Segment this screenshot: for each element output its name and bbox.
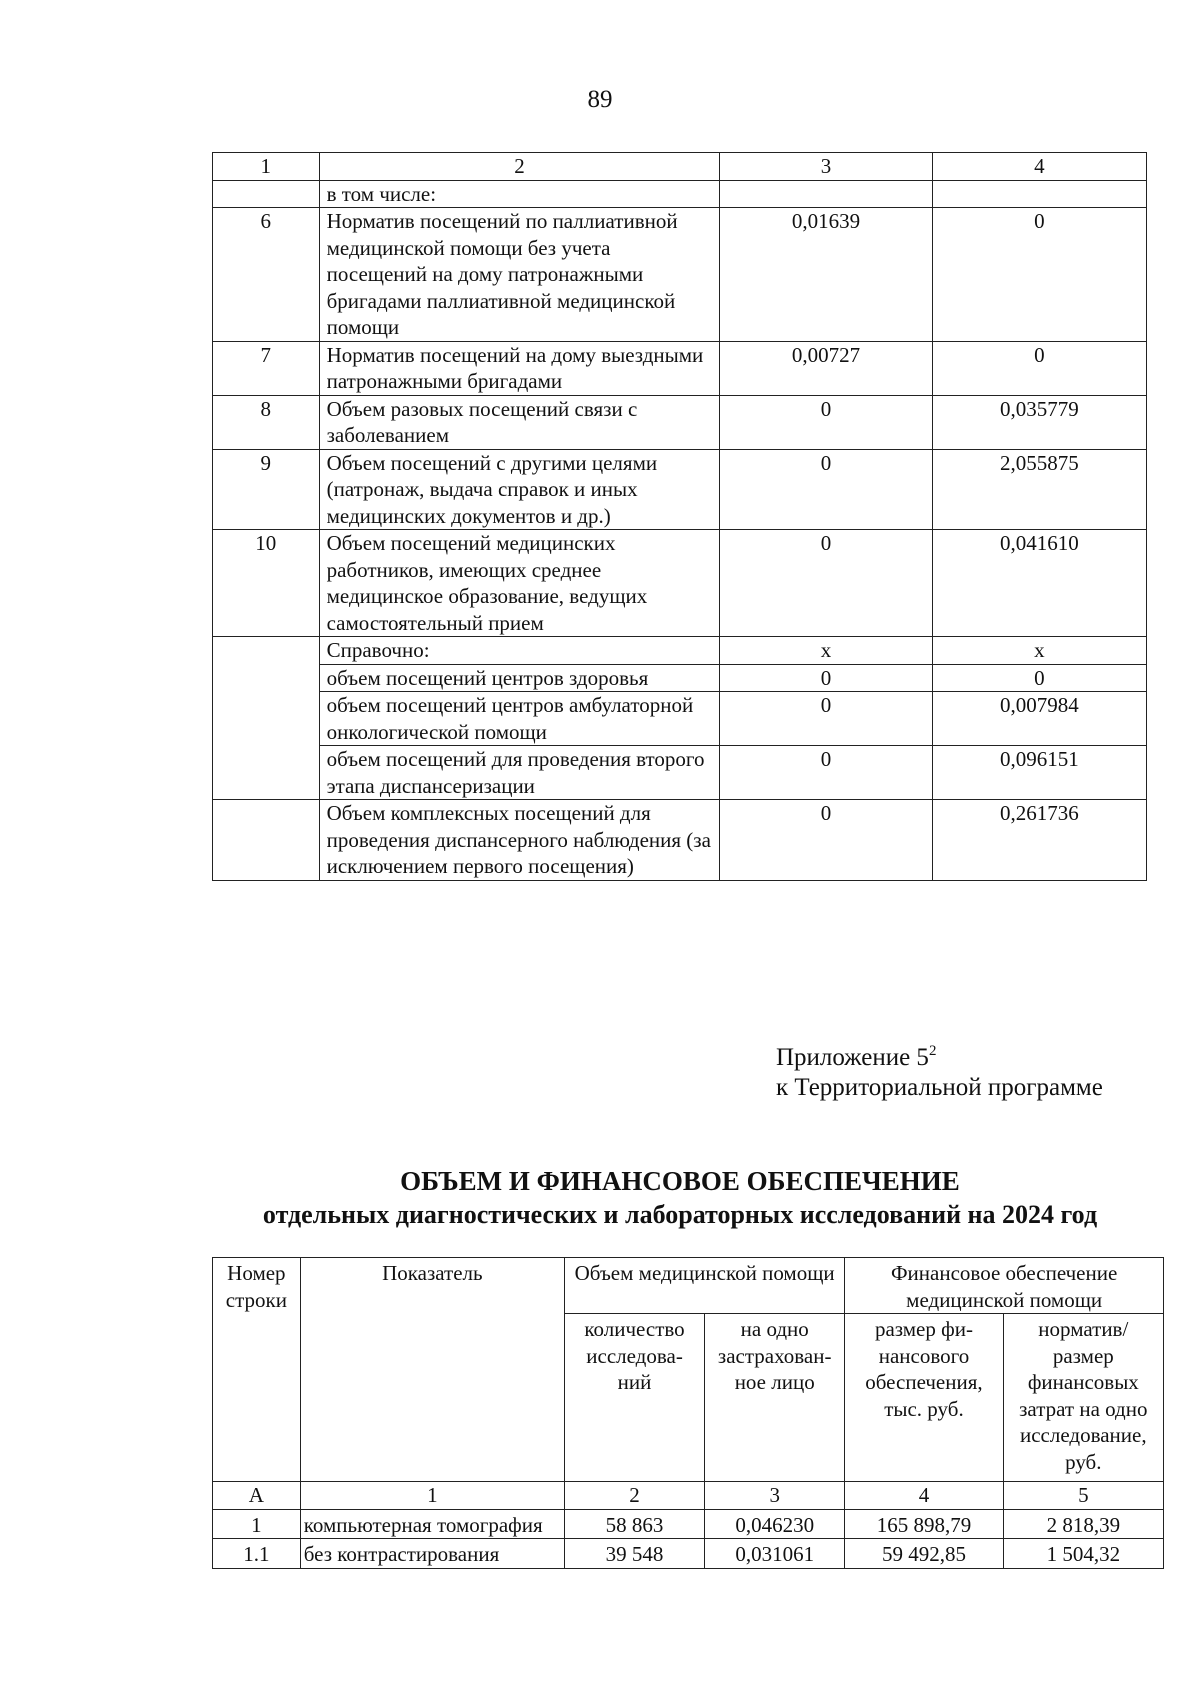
header-norm: норматив/ размер финансовых затрат на одно исследование, руб. xyxy=(1003,1314,1163,1482)
header-indicator: Показатель xyxy=(300,1258,564,1482)
appendix-note xyxy=(776,1036,1103,1103)
value-count: 58 863 xyxy=(564,1509,704,1539)
row-text: Объем посещений с другими целями (патронаж, выдача справок и иных медицинских документов и др.) xyxy=(319,449,720,530)
appendix-label-line xyxy=(776,1036,1103,1073)
index-cell: 2 xyxy=(564,1482,704,1510)
header-volume-group: Объем медицинской помощи xyxy=(564,1258,844,1314)
row-number: 1 xyxy=(213,1509,301,1539)
table-row xyxy=(213,800,1147,881)
value-col3: 0 xyxy=(720,692,932,746)
title-line-1: ОБЪЕМ И ФИНАНСОВОЕ ОБЕСПЕЧЕНИЕ xyxy=(400,1166,960,1196)
row-text: Объем разовых посещений связи с заболеванием xyxy=(319,395,720,449)
appendix-label: Приложение 5 xyxy=(776,1044,929,1071)
table-row xyxy=(213,208,1147,342)
header-count: количество исследова- ний xyxy=(564,1314,704,1482)
index-cell: 4 xyxy=(845,1482,1003,1510)
header-cell: 4 xyxy=(932,153,1146,181)
value-col4: 2,055875 xyxy=(932,449,1146,530)
row-text: объем посещений центров амбулаторной онкологической помощи xyxy=(319,692,720,746)
value-col4: 0 xyxy=(932,208,1146,342)
header-per-insured: на одно застрахован- ное лицо xyxy=(705,1314,845,1482)
row-text: Справочно: xyxy=(319,637,720,665)
row-number: 7 xyxy=(213,341,320,395)
value-col4 xyxy=(932,180,1146,208)
value-col3: 0 xyxy=(720,800,932,881)
row-number: 1.1 xyxy=(213,1539,301,1569)
value-norm: 1 504,32 xyxy=(1003,1539,1163,1569)
table-row xyxy=(213,664,1147,692)
row-text: Норматив посещений по паллиативной медицинской помощи без учета посещений на дому патронажными бригадами паллиативной медицинской помощи xyxy=(319,208,720,342)
value-col4: 0 xyxy=(932,341,1146,395)
table-row xyxy=(213,341,1147,395)
visits-norms-table xyxy=(212,152,1147,881)
index-cell: 3 xyxy=(705,1482,845,1510)
row-text: объем посещений центров здоровья xyxy=(319,664,720,692)
table-row xyxy=(213,395,1147,449)
value-finance: 59 492,85 xyxy=(845,1539,1003,1569)
table-header-row xyxy=(213,1258,1164,1314)
value-col3: 0,00727 xyxy=(720,341,932,395)
value-col4: 0 xyxy=(932,664,1146,692)
value-col4: 0,261736 xyxy=(932,800,1146,881)
section-title xyxy=(0,1165,1200,1231)
appendix-superscript: 2 xyxy=(928,1043,937,1059)
row-text: Объем комплексных посещений для проведения диспансерного наблюдения (за исключением первого посещения) xyxy=(319,800,720,881)
row-number xyxy=(213,180,320,208)
header-cell: 1 xyxy=(213,153,320,181)
value-finance: 165 898,79 xyxy=(845,1509,1003,1539)
row-text: объем посещений для проведения второго этапа диспансеризации xyxy=(319,746,720,800)
header-finance-size: размер фи- нансового обеспечения, тыс. руб. xyxy=(845,1314,1003,1482)
header-row-number: Номер строки xyxy=(213,1258,301,1482)
value-col4: х xyxy=(932,637,1146,665)
value-norm: 2 818,39 xyxy=(1003,1509,1163,1539)
value-col4: 0,035779 xyxy=(932,395,1146,449)
index-cell: А xyxy=(213,1482,301,1510)
index-cell: 1 xyxy=(300,1482,564,1510)
row-number: 9 xyxy=(213,449,320,530)
table-row xyxy=(213,637,1147,665)
row-text: Норматив посещений на дому выездными патронажными бригадами xyxy=(319,341,720,395)
table-row xyxy=(213,530,1147,637)
table-row xyxy=(213,746,1147,800)
row-number xyxy=(213,800,320,881)
index-cell: 5 xyxy=(1003,1482,1163,1510)
value-per-insured: 0,031061 xyxy=(705,1539,845,1569)
row-text: в том числе: xyxy=(319,180,720,208)
title-line-2: отдельных диагностических и лабораторных исследований на 2024 год xyxy=(262,1200,1098,1229)
table-row xyxy=(213,1509,1164,1539)
table-row xyxy=(213,180,1147,208)
table-row xyxy=(213,1539,1164,1569)
value-col3: 0 xyxy=(720,664,932,692)
value-col3 xyxy=(720,180,932,208)
value-col3: 0 xyxy=(720,746,932,800)
value-col3: х xyxy=(720,637,932,665)
value-col4: 0,007984 xyxy=(932,692,1146,746)
header-finance-group: Финансовое обеспечение медицинской помощи xyxy=(845,1258,1164,1314)
row-number: 6 xyxy=(213,208,320,342)
row-text: Объем посещений медицинских работников, имеющих среднее медицинское образование, ведущих самостоятельный прием xyxy=(319,530,720,637)
value-per-insured: 0,046230 xyxy=(705,1509,845,1539)
row-name: без контрастирования xyxy=(300,1539,564,1569)
appendix-subtitle: к Территориальной программе xyxy=(776,1074,1103,1101)
diagnostics-finance-table xyxy=(212,1257,1164,1569)
value-col3: 0 xyxy=(720,530,932,637)
table-row xyxy=(213,692,1147,746)
row-number xyxy=(213,637,320,800)
value-col4: 0,041610 xyxy=(932,530,1146,637)
header-cell: 2 xyxy=(319,153,720,181)
value-col3: 0 xyxy=(720,395,932,449)
value-count: 39 548 xyxy=(564,1539,704,1569)
value-col3: 0 xyxy=(720,449,932,530)
row-name: компьютерная томография xyxy=(300,1509,564,1539)
row-number: 10 xyxy=(213,530,320,637)
value-col4: 0,096151 xyxy=(932,746,1146,800)
header-cell: 3 xyxy=(720,153,932,181)
table-header-row xyxy=(213,153,1147,181)
table-row xyxy=(213,449,1147,530)
value-col3: 0,01639 xyxy=(720,208,932,342)
page-number: 89 xyxy=(587,86,613,113)
column-index-row xyxy=(213,1482,1164,1510)
row-number: 8 xyxy=(213,395,320,449)
